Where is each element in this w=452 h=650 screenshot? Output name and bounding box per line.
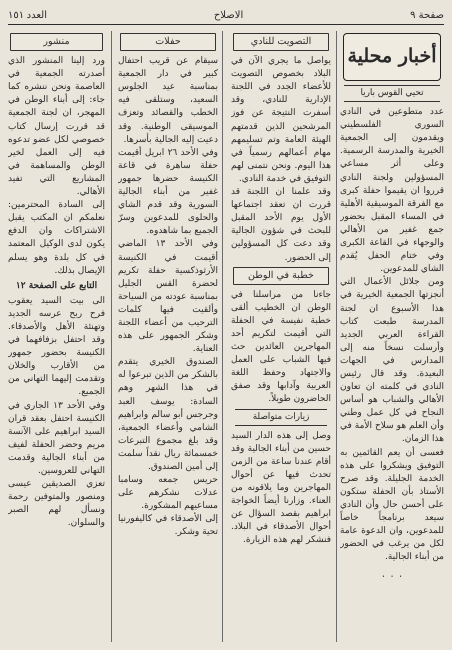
article-paragraph: وقد علمنا ان اللجنة قد قررت ان تعقد اجتماعها الأول يوم الأحد المقبل للبحث في شؤون الجالية وقد دعت كل المسؤولين إلى الحضور. bbox=[231, 187, 331, 263]
column-voting bbox=[231, 31, 331, 642]
article-paragraph: عدد متطوعين في النادي السوري الفلسطيني ويقدمون إلى الجمعية الخيرية والمدرسة الرسمية. وعلى أثر مساعي المسؤولين ولجنة النادي قرروا ان يقيموا حفلة كبرى مع الفرقة الموسيقية الأهلية في المساء المقبل بحضور جمع غفير من الأهالي والوجهاء في القاعة الكبرى وفي ختام الحفل يُقدم الشاي للمدعوين. bbox=[340, 107, 444, 275]
continued-notice: التابع على الصفحة ١٢ bbox=[15, 280, 98, 291]
article-paragraph: جاءنا من مراسلنا في الوطن ان الخطيب ألقى خطبة نفيسة في الحفلة التي أقيمت لتكريم أحد المهاجرين العائدين حث فيها الشباب على العمل والاجتهاد وحفظ اللغة العربية وآدابها وقد صفق الحاضرون طويلاً. bbox=[231, 289, 331, 405]
article-heading: التصويت للنادي bbox=[233, 33, 329, 51]
newspaper-name: الاصلاح bbox=[213, 9, 244, 21]
article-paragraph: وفي الأحد ١٣ الجاري في الكنيسة احتفل بعقد قران السيد ابراهيم على الآنسة مريم وحضر الحفلة لفيف من أبناء الجالية وقدمت التهاني للعروسين. bbox=[8, 400, 105, 476]
local-news-logo: أخبار محلية bbox=[343, 33, 441, 81]
column-local-news bbox=[340, 31, 444, 642]
article-paragraph: الى بيت السيد يعقوب فرح ربح عرسه الجديد وتهنئة الأهل والأصدقاء. وقد احتفل بزفافهما في الكنيسة بحضور جمهور من الأقارب والخلان وتقدمت إليهما التهاني من الجميع. bbox=[8, 295, 105, 398]
header-divider bbox=[8, 24, 444, 25]
article-paragraph: وفي الأحد ٢٦ ابريل أقيمت حفلة ساهرة في قاعة الكنيسة حضرها جمهور غفير من أبناء الجالية السورية وقد قدم الشاي والحلوى للمدعوين وسرّ الجميع بما شاهدوه. bbox=[118, 147, 218, 237]
article-paragraph: إلى الأصدقاء في كاليفورنيا تحية وشكر. bbox=[118, 514, 218, 538]
article-paragraph: ورد إلينا المنشور الذي أصدرته الجمعية في العاصمة ونحن ننشره كما جاء: إلى أبناء الوطن في المهجر، ان لجنة الجمعية قد قررت إرسال كتاب خصوصي لكل عضو تدعوه فيه إلى العمل لخير الوطن والمساهمة في المشاريع التي تفيد الأهالي. bbox=[8, 56, 105, 198]
column-divider bbox=[222, 31, 223, 642]
article-paragraph: وصل إلى هذه الدار السيد حسين من أبناء الجالية وقد أقام عندنا ساعة من الزمن تحدث فيها عن أحوال المهاجرين وما يلاقونه من العناء. وزارنا أيضاً الخواجة ابراهيم بقصد السؤال عن أحوال الأصدقاء في البلاد. فنشكر لهم هذه الزيارة. bbox=[231, 430, 331, 546]
column-divider bbox=[336, 31, 337, 642]
article-paragraph: وفي الأحد ١٣ الماضي أقيمت في الكنيسة الأرثوذكسية حفلة تكريم لحضرة القس الجليل بمناسبة عودته من السياحة وألقيت فيها كلمات الترحيب من أعضاء اللجنة وشكر الجمهور على هذه العناية. bbox=[118, 239, 218, 355]
article-heading: تحيي القوس باريا bbox=[344, 85, 440, 102]
article-heading: زيارات متواصلة bbox=[235, 409, 327, 426]
issue-number: العدد ١٥١ bbox=[8, 9, 47, 21]
article-paragraph: فعسى أن يعم القائمين به التوفيق ويشكروا على هذه الخدمة الجليلة. وقد صرح الأستاذ بأن الحفلة ستكون على أحسن حال وأن النادي سيعد برنامجاً خاصاً للمدعوين، وان الدعوة عامة لكل من يرغب في الحضور من أبناء الجالية. bbox=[340, 447, 444, 563]
article-paragraph: يواصل ما يجري الآن في البلاد بخصوص التصويت للأعضاء الجدد في اللجنة الإدارية للنادي، وقد أسفرت النتيجة عن فوز المرشحين الذين قدمتهم الهيئة العامة وتم تسليمهم مهام أعمالهم رسمياً في هذا اليوم. ونحن نتمنى لهم التوفيق في خدمة النادي. bbox=[231, 56, 331, 184]
column-celebrations bbox=[118, 31, 218, 642]
article-paragraph: الصندوق الخيري يتقدم بالشكر من الذين تبرعوا له في هذا الشهر وهم السادة: يوسف العبد وجرجس أبو سالم وابراهيم الشامي وأعضاء الجمعية، وقد بلغ مجموع التبرعات خمسمائة ريال نقداً سلمت إلى أمين الصندوق. bbox=[118, 357, 218, 472]
column-circular bbox=[8, 31, 105, 642]
section-separator: ٠ ٠ ٠ bbox=[380, 571, 404, 583]
article-heading: منشور bbox=[10, 33, 103, 51]
column-divider bbox=[111, 31, 112, 642]
article-paragraph: حريس جمعه وسامبا عدلات نشكرهم على مساعيهم المشكورة. bbox=[118, 475, 218, 512]
article-paragraph: ومن جلائل الأعمال التي أنجزتها الجمعية الخيرية في هذا الأسبوع ان لجنة المدرسة طبعت كتاب القراءة العربي الجديد وأرسلت نسخاً منه إلى المدارس في الجهات البعيدة. وقد قال رئيس النادي في كلمته ان تعاون الأهالي والشباب هو أساس النجاح في كل عمل وطني وأن العلم هو سلاح الأمة في هذا الزمان. bbox=[340, 277, 444, 445]
article-heading: حفلات bbox=[120, 33, 216, 51]
page-number: صفحة ٩ bbox=[410, 9, 444, 21]
article-paragraph: إلى السادة المحترمين: نعلمكم ان المكتب يقبل الاشتراكات وان الدفع يكون لدى الوكيل المعتمد في كل بلدة وهو يسلم الإيصال بذلك. bbox=[8, 200, 105, 276]
page-header bbox=[8, 6, 444, 24]
article-heading: خطبة في الوطن bbox=[233, 267, 329, 285]
article-paragraph: تعزي الصديقين عيسى ومنصور والمتوفين رحمة ونسأل لهم الصبر والسلوان. bbox=[8, 479, 105, 529]
article-paragraph: سيقام عن قريب احتفال كبير في دار الجمعية بمناسبة عيد الجلوس السعيد، وستلقى فيه الخطب والقصائد وتعزف الموسيقى الوطنية. وقد دعيت إليه الجالية بأسرها. bbox=[118, 56, 218, 145]
